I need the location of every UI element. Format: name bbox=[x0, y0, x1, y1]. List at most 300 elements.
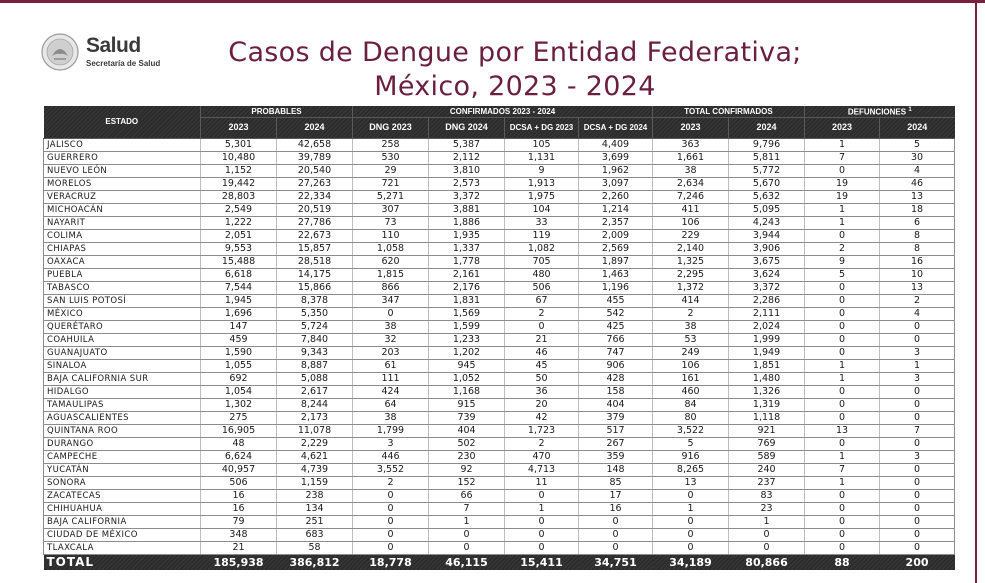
value-cell: 46 bbox=[505, 346, 579, 359]
table-row bbox=[44, 190, 955, 203]
value-cell: 0 bbox=[880, 385, 955, 398]
estado-cell: TLAXCALA bbox=[44, 541, 201, 554]
value-cell: 683 bbox=[277, 528, 353, 541]
value-cell: 3,699 bbox=[579, 151, 653, 164]
table-row bbox=[44, 294, 955, 307]
value-cell: 1,319 bbox=[729, 398, 805, 411]
estado-cell: ZACATECAS bbox=[44, 489, 201, 502]
value-cell: 4,739 bbox=[277, 463, 353, 476]
value-cell: 16 bbox=[201, 502, 277, 515]
value-cell: 2,140 bbox=[653, 242, 729, 255]
value-cell: 1 bbox=[653, 502, 729, 515]
value-cell: 1 bbox=[805, 450, 880, 463]
value-cell: 7,840 bbox=[277, 333, 353, 346]
value-cell: 2,617 bbox=[277, 385, 353, 398]
value-cell: 22,673 bbox=[277, 229, 353, 242]
estado-cell: BAJA CALIFORNIA bbox=[44, 515, 201, 528]
value-cell: 0 bbox=[353, 307, 429, 320]
value-cell: 348 bbox=[201, 528, 277, 541]
value-cell: 1,131 bbox=[505, 151, 579, 164]
value-cell: 2,357 bbox=[579, 216, 653, 229]
value-cell: 1,196 bbox=[579, 281, 653, 294]
value-cell: 9 bbox=[505, 164, 579, 177]
estado-cell: SAN LUIS POTOSÍ bbox=[44, 294, 201, 307]
value-cell: 0 bbox=[505, 528, 579, 541]
value-cell: 17 bbox=[579, 489, 653, 502]
value-cell: 1,302 bbox=[201, 398, 277, 411]
value-cell: 460 bbox=[653, 385, 729, 398]
value-cell: 16 bbox=[201, 489, 277, 502]
value-cell: 0 bbox=[579, 528, 653, 541]
table-row bbox=[44, 307, 955, 320]
subheader-cell: DCSA + DG 2023 bbox=[505, 117, 579, 138]
table-row bbox=[44, 138, 955, 151]
value-cell: 0 bbox=[653, 528, 729, 541]
value-cell: 906 bbox=[579, 359, 653, 372]
estado-cell: GUERRERO bbox=[44, 151, 201, 164]
value-cell: 5,772 bbox=[729, 164, 805, 177]
estado-cell: MÉXICO bbox=[44, 307, 201, 320]
value-cell: 0 bbox=[579, 541, 653, 554]
value-cell: 866 bbox=[353, 281, 429, 294]
table-row bbox=[44, 359, 955, 372]
value-cell: 739 bbox=[429, 411, 505, 424]
table-body bbox=[44, 138, 955, 554]
value-cell: 5,095 bbox=[729, 203, 805, 216]
value-cell: 134 bbox=[277, 502, 353, 515]
value-cell: 4,621 bbox=[277, 450, 353, 463]
value-cell: 1,815 bbox=[353, 268, 429, 281]
value-cell: 13 bbox=[880, 281, 955, 294]
value-cell: 92 bbox=[429, 463, 505, 476]
value-cell: 0 bbox=[880, 333, 955, 346]
value-cell: 6,618 bbox=[201, 268, 277, 281]
value-cell: 0 bbox=[505, 515, 579, 528]
value-cell: 10 bbox=[880, 268, 955, 281]
value-cell: 480 bbox=[505, 268, 579, 281]
value-cell: 2,573 bbox=[429, 177, 505, 190]
value-cell: 46 bbox=[880, 177, 955, 190]
value-cell: 1 bbox=[729, 515, 805, 528]
value-cell: 28,803 bbox=[201, 190, 277, 203]
value-cell: 1 bbox=[805, 138, 880, 151]
total-label: TOTAL bbox=[44, 554, 201, 570]
estado-cell: DURANGO bbox=[44, 437, 201, 450]
defunciones-label: DEFUNCIONES bbox=[847, 107, 907, 117]
value-cell: 428 bbox=[579, 372, 653, 385]
value-cell: 0 bbox=[880, 502, 955, 515]
value-cell: 5,387 bbox=[429, 138, 505, 151]
value-cell: 1,052 bbox=[429, 372, 505, 385]
value-cell: 6,624 bbox=[201, 450, 277, 463]
header-group-row bbox=[44, 106, 955, 117]
value-cell: 13 bbox=[880, 190, 955, 203]
value-cell: 8,265 bbox=[653, 463, 729, 476]
value-cell: 106 bbox=[653, 216, 729, 229]
value-cell: 1,326 bbox=[729, 385, 805, 398]
value-cell: 0 bbox=[880, 489, 955, 502]
value-cell: 229 bbox=[653, 229, 729, 242]
value-cell: 2,051 bbox=[201, 229, 277, 242]
value-cell: 0 bbox=[805, 281, 880, 294]
value-cell: 506 bbox=[505, 281, 579, 294]
estado-cell: CIUDAD DE MÉXICO bbox=[44, 528, 201, 541]
value-cell: 21 bbox=[201, 541, 277, 554]
top-border bbox=[0, 0, 985, 3]
value-cell: 1,325 bbox=[653, 255, 729, 268]
estado-cell: CAMPECHE bbox=[44, 450, 201, 463]
table-row bbox=[44, 489, 955, 502]
total-value-cell: 386,812 bbox=[277, 554, 353, 570]
estado-cell: YUCATÁN bbox=[44, 463, 201, 476]
estado-cell: SINALOA bbox=[44, 359, 201, 372]
total-confirmados-header: TOTAL CONFIRMADOS bbox=[653, 106, 805, 117]
value-cell: 4 bbox=[880, 164, 955, 177]
value-cell: 1 bbox=[805, 372, 880, 385]
value-cell: 67 bbox=[505, 294, 579, 307]
table-row bbox=[44, 515, 955, 528]
value-cell: 2 bbox=[805, 242, 880, 255]
value-cell: 36 bbox=[505, 385, 579, 398]
value-cell: 105 bbox=[505, 138, 579, 151]
subheader-cell: DNG 2024 bbox=[429, 117, 505, 138]
value-cell: 38 bbox=[653, 164, 729, 177]
value-cell: 11 bbox=[505, 476, 579, 489]
value-cell: 1,661 bbox=[653, 151, 729, 164]
value-cell: 16 bbox=[880, 255, 955, 268]
total-value-cell: 200 bbox=[880, 554, 955, 570]
right-border bbox=[975, 0, 977, 583]
total-value-cell: 80,866 bbox=[729, 554, 805, 570]
value-cell: 1,778 bbox=[429, 255, 505, 268]
subheader-cell: 2024 bbox=[277, 117, 353, 138]
value-cell: 6 bbox=[880, 216, 955, 229]
subheader-cell: 2023 bbox=[201, 117, 277, 138]
value-cell: 9,343 bbox=[277, 346, 353, 359]
value-cell: 3,906 bbox=[729, 242, 805, 255]
value-cell: 249 bbox=[653, 346, 729, 359]
table-row bbox=[44, 502, 955, 515]
estado-cell: AGUASCALIENTES bbox=[44, 411, 201, 424]
value-cell: 1,058 bbox=[353, 242, 429, 255]
value-cell: 3 bbox=[353, 437, 429, 450]
value-cell: 258 bbox=[353, 138, 429, 151]
value-cell: 1,935 bbox=[429, 229, 505, 242]
value-cell: 42 bbox=[505, 411, 579, 424]
value-cell: 23 bbox=[729, 502, 805, 515]
table-row bbox=[44, 333, 955, 346]
value-cell: 15,857 bbox=[277, 242, 353, 255]
value-cell: 19,442 bbox=[201, 177, 277, 190]
value-cell: 1 bbox=[805, 216, 880, 229]
value-cell: 0 bbox=[505, 320, 579, 333]
value-cell: 2 bbox=[880, 294, 955, 307]
value-cell: 66 bbox=[429, 489, 505, 502]
estado-cell: OAXACA bbox=[44, 255, 201, 268]
value-cell: 84 bbox=[653, 398, 729, 411]
value-cell: 1,945 bbox=[201, 294, 277, 307]
value-cell: 4,713 bbox=[505, 463, 579, 476]
value-cell: 414 bbox=[653, 294, 729, 307]
value-cell: 2,286 bbox=[729, 294, 805, 307]
value-cell: 0 bbox=[805, 320, 880, 333]
value-cell: 7 bbox=[805, 151, 880, 164]
value-cell: 2 bbox=[353, 476, 429, 489]
estado-cell: CHIHUAHUA bbox=[44, 502, 201, 515]
estado-cell: MORELOS bbox=[44, 177, 201, 190]
value-cell: 240 bbox=[729, 463, 805, 476]
value-cell: 42,658 bbox=[277, 138, 353, 151]
value-cell: 0 bbox=[653, 541, 729, 554]
value-cell: 2,634 bbox=[653, 177, 729, 190]
value-cell: 721 bbox=[353, 177, 429, 190]
value-cell: 21 bbox=[505, 333, 579, 346]
value-cell: 2,549 bbox=[201, 203, 277, 216]
value-cell: 4,243 bbox=[729, 216, 805, 229]
value-cell: 2,111 bbox=[729, 307, 805, 320]
total-value-cell: 185,938 bbox=[201, 554, 277, 570]
value-cell: 275 bbox=[201, 411, 277, 424]
value-cell: 9,553 bbox=[201, 242, 277, 255]
value-cell: 14,175 bbox=[277, 268, 353, 281]
value-cell: 0 bbox=[880, 528, 955, 541]
value-cell: 0 bbox=[805, 346, 880, 359]
value-cell: 424 bbox=[353, 385, 429, 398]
subheader-cell: DCSA + DG 2024 bbox=[579, 117, 653, 138]
value-cell: 1,202 bbox=[429, 346, 505, 359]
value-cell: 1,152 bbox=[201, 164, 277, 177]
value-cell: 15,866 bbox=[277, 281, 353, 294]
value-cell: 502 bbox=[429, 437, 505, 450]
value-cell: 2 bbox=[653, 307, 729, 320]
table-row bbox=[44, 281, 955, 294]
value-cell: 0 bbox=[880, 476, 955, 489]
value-cell: 359 bbox=[579, 450, 653, 463]
value-cell: 19 bbox=[805, 177, 880, 190]
value-cell: 506 bbox=[201, 476, 277, 489]
total-value-cell: 15,411 bbox=[505, 554, 579, 570]
value-cell: 3,810 bbox=[429, 164, 505, 177]
value-cell: 1,886 bbox=[429, 216, 505, 229]
value-cell: 0 bbox=[880, 398, 955, 411]
value-cell: 251 bbox=[277, 515, 353, 528]
value-cell: 0 bbox=[505, 489, 579, 502]
value-cell: 0 bbox=[805, 411, 880, 424]
value-cell: 1,233 bbox=[429, 333, 505, 346]
value-cell: 152 bbox=[429, 476, 505, 489]
value-cell: 19 bbox=[805, 190, 880, 203]
value-cell: 148 bbox=[579, 463, 653, 476]
value-cell: 0 bbox=[653, 489, 729, 502]
value-cell: 1,590 bbox=[201, 346, 277, 359]
defunciones-footnote-mark: 1 bbox=[908, 107, 912, 113]
subheader-cell: DNG 2023 bbox=[353, 117, 429, 138]
value-cell: 30 bbox=[880, 151, 955, 164]
value-cell: 38 bbox=[353, 320, 429, 333]
value-cell: 5,088 bbox=[277, 372, 353, 385]
value-cell: 5,724 bbox=[277, 320, 353, 333]
dengue-table-container bbox=[43, 106, 954, 570]
page-title bbox=[200, 36, 830, 104]
subheader-cell: 2024 bbox=[880, 117, 955, 138]
total-value-cell: 34,751 bbox=[579, 554, 653, 570]
value-cell: 4,409 bbox=[579, 138, 653, 151]
value-cell: 48 bbox=[201, 437, 277, 450]
table-row bbox=[44, 424, 955, 437]
value-cell: 8 bbox=[880, 229, 955, 242]
value-cell: 0 bbox=[805, 515, 880, 528]
value-cell: 38 bbox=[653, 320, 729, 333]
table-row bbox=[44, 203, 955, 216]
value-cell: 470 bbox=[505, 450, 579, 463]
value-cell: 1,159 bbox=[277, 476, 353, 489]
value-cell: 53 bbox=[653, 333, 729, 346]
value-cell: 106 bbox=[653, 359, 729, 372]
value-cell: 0 bbox=[880, 541, 955, 554]
value-cell: 5,271 bbox=[353, 190, 429, 203]
value-cell: 2,569 bbox=[579, 242, 653, 255]
value-cell: 1,897 bbox=[579, 255, 653, 268]
table-row bbox=[44, 151, 955, 164]
value-cell: 16,905 bbox=[201, 424, 277, 437]
value-cell: 147 bbox=[201, 320, 277, 333]
value-cell: 3,522 bbox=[653, 424, 729, 437]
eagle-seal-icon bbox=[40, 32, 80, 72]
value-cell: 1,082 bbox=[505, 242, 579, 255]
value-cell: 50 bbox=[505, 372, 579, 385]
value-cell: 1,168 bbox=[429, 385, 505, 398]
value-cell: 7,246 bbox=[653, 190, 729, 203]
value-cell: 916 bbox=[653, 450, 729, 463]
table-row bbox=[44, 437, 955, 450]
value-cell: 230 bbox=[429, 450, 505, 463]
value-cell: 58 bbox=[277, 541, 353, 554]
value-cell: 3,552 bbox=[353, 463, 429, 476]
value-cell: 2 bbox=[505, 307, 579, 320]
value-cell: 3,881 bbox=[429, 203, 505, 216]
value-cell: 2,173 bbox=[277, 411, 353, 424]
value-cell: 0 bbox=[353, 541, 429, 554]
value-cell: 1 bbox=[429, 515, 505, 528]
value-cell: 1 bbox=[505, 502, 579, 515]
estado-cell: CHIAPAS bbox=[44, 242, 201, 255]
value-cell: 411 bbox=[653, 203, 729, 216]
value-cell: 40,957 bbox=[201, 463, 277, 476]
table-row bbox=[44, 398, 955, 411]
value-cell: 8,378 bbox=[277, 294, 353, 307]
value-cell: 517 bbox=[579, 424, 653, 437]
value-cell: 1,599 bbox=[429, 320, 505, 333]
value-cell: 80 bbox=[653, 411, 729, 424]
value-cell: 1 bbox=[880, 359, 955, 372]
value-cell: 15,488 bbox=[201, 255, 277, 268]
value-cell: 589 bbox=[729, 450, 805, 463]
value-cell: 0 bbox=[805, 164, 880, 177]
estado-cell: TAMAULIPAS bbox=[44, 398, 201, 411]
value-cell: 945 bbox=[429, 359, 505, 372]
value-cell: 27,786 bbox=[277, 216, 353, 229]
value-cell: 20,540 bbox=[277, 164, 353, 177]
value-cell: 7 bbox=[880, 424, 955, 437]
subheader-cell: 2024 bbox=[729, 117, 805, 138]
value-cell: 16 bbox=[579, 502, 653, 515]
defunciones-header bbox=[805, 106, 955, 117]
total-row bbox=[44, 554, 955, 570]
value-cell: 4 bbox=[880, 307, 955, 320]
value-cell: 18 bbox=[880, 203, 955, 216]
value-cell: 455 bbox=[579, 294, 653, 307]
value-cell: 705 bbox=[505, 255, 579, 268]
value-cell: 39,789 bbox=[277, 151, 353, 164]
value-cell: 446 bbox=[353, 450, 429, 463]
value-cell: 0 bbox=[429, 541, 505, 554]
table-row bbox=[44, 411, 955, 424]
estado-cell: BAJA CALIFORNIA SUR bbox=[44, 372, 201, 385]
estado-cell: PUEBLA bbox=[44, 268, 201, 281]
value-cell: 769 bbox=[729, 437, 805, 450]
value-cell: 542 bbox=[579, 307, 653, 320]
estado-cell: QUINTANA ROO bbox=[44, 424, 201, 437]
value-cell: 119 bbox=[505, 229, 579, 242]
value-cell: 3 bbox=[880, 450, 955, 463]
value-cell: 10,480 bbox=[201, 151, 277, 164]
value-cell: 22,334 bbox=[277, 190, 353, 203]
value-cell: 5 bbox=[880, 138, 955, 151]
logo-subtitle: Secretaría de Salud bbox=[86, 59, 161, 68]
value-cell: 0 bbox=[805, 398, 880, 411]
value-cell: 1,569 bbox=[429, 307, 505, 320]
estado-cell: JALISCO bbox=[44, 138, 201, 151]
value-cell: 13 bbox=[653, 476, 729, 489]
value-cell: 111 bbox=[353, 372, 429, 385]
value-cell: 2,229 bbox=[277, 437, 353, 450]
value-cell: 203 bbox=[353, 346, 429, 359]
table-row bbox=[44, 450, 955, 463]
estado-cell: QUERÉTARO bbox=[44, 320, 201, 333]
value-cell: 5,301 bbox=[201, 138, 277, 151]
value-cell: 7,544 bbox=[201, 281, 277, 294]
value-cell: 2,112 bbox=[429, 151, 505, 164]
value-cell: 73 bbox=[353, 216, 429, 229]
value-cell: 0 bbox=[805, 229, 880, 242]
estado-cell: COAHUILA bbox=[44, 333, 201, 346]
subheader-cell: 2023 bbox=[805, 117, 880, 138]
estado-header: ESTADO bbox=[44, 106, 201, 138]
value-cell: 2,024 bbox=[729, 320, 805, 333]
value-cell: 3,097 bbox=[579, 177, 653, 190]
value-cell: 1,962 bbox=[579, 164, 653, 177]
value-cell: 3,372 bbox=[729, 281, 805, 294]
value-cell: 1,118 bbox=[729, 411, 805, 424]
value-cell: 1 bbox=[805, 203, 880, 216]
table-row bbox=[44, 528, 955, 541]
value-cell: 237 bbox=[729, 476, 805, 489]
estado-cell: NAYARIT bbox=[44, 216, 201, 229]
value-cell: 2,009 bbox=[579, 229, 653, 242]
value-cell: 1,831 bbox=[429, 294, 505, 307]
value-cell: 29 bbox=[353, 164, 429, 177]
value-cell: 85 bbox=[579, 476, 653, 489]
estado-cell: HIDALGO bbox=[44, 385, 201, 398]
value-cell: 83 bbox=[729, 489, 805, 502]
value-cell: 0 bbox=[805, 502, 880, 515]
value-cell: 5,811 bbox=[729, 151, 805, 164]
value-cell: 9 bbox=[805, 255, 880, 268]
value-cell: 8,244 bbox=[277, 398, 353, 411]
logo-title: Salud bbox=[86, 34, 141, 57]
value-cell: 104 bbox=[505, 203, 579, 216]
table-row bbox=[44, 242, 955, 255]
